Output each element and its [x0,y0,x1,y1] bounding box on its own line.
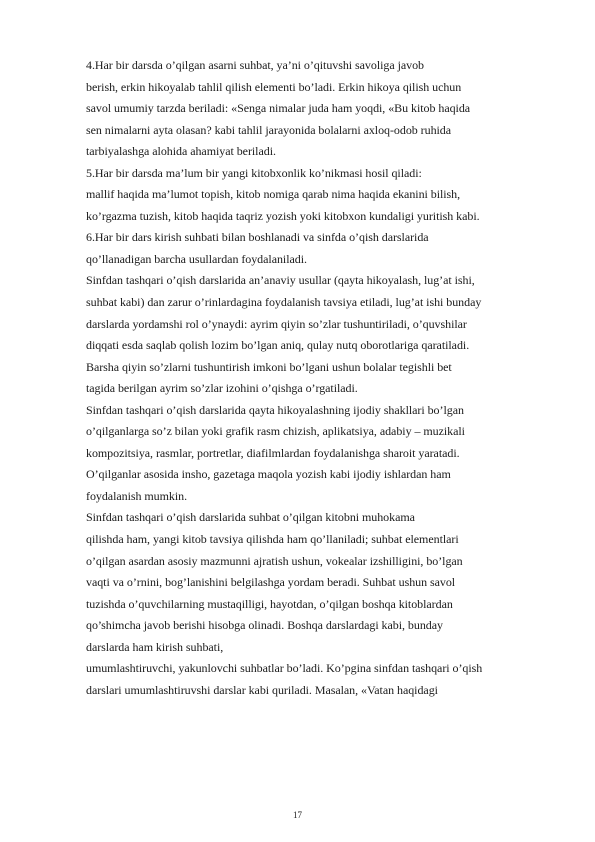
text-line: Sinfdan tashqari o’qish darslarida qayta hikoyalashning ijodiy shakllari bo’lgan [86,402,464,417]
text-line: darslarda ham kirish suhbati, [86,639,224,654]
text-line: tarbiyalashga alohida ahamiyat beriladi. [86,144,276,159]
text-line: kompozitsiya, rasmlar, portretlar, diafilmlardan foydalanishga sharoit yaratadi. [86,445,460,460]
text-line: ko’rgazma tuzish, kitob haqida taqriz yozish yoki kitobxon kundaligi yuritish kabi. [86,208,480,223]
text-line: tagida berilgan ayrim so’zlar izohini o’qishga o’rgatiladi. [86,381,358,396]
text-line: mallif haqida ma’lumot topish, kitob nomiga qarab nima haqida ekanini bilish, [86,187,461,202]
page-number: 17 [293,810,302,820]
text-line: o’qilganlarga so’z bilan yoki grafik rasm chizish, aplikatsiya, adabiy – muzikali [86,424,465,439]
text-line: savol umumiy tarzda beriladi: «Senga nimalar juda ham yoqdi, «Bu kitob haqida [86,101,471,116]
text-line: umumlashtiruvchi, yakunlovchi suhbatlar bo’ladi. Ko’pgina sinfdan tashqari o’qish [86,661,483,676]
text-line: qo’llanadigan barcha usullardan foydalaniladi. [86,251,307,266]
text-line: 5.Har bir darsda ma’lum bir yangi kitobxonlik ko’nikmasi hosil qiladi: [86,165,422,180]
text-line: darslari umumlashtiruvshi darslar kabi quriladi. Masalan, «Vatan haqidagi [86,682,438,697]
text-line: berish, erkin hikoyalab tahlil qilish elementi bo’ladi. Erkin hikoya qilish uchun [86,79,462,94]
text-line: diqqati esda saqlab qolish lozim bo’lgan aniq, qulay nutq oborotlariga qaratiladi. [86,338,470,353]
text-line: qo’shimcha javob berishi hisobga olinadi. Boshqa darslardagi kabi, bunday [86,618,443,633]
text-line: Barsha qiyin so’zlarni tushuntirish imkoni bo’lgani ushun bolalar tegishli bet [86,359,452,374]
text-line: Sinfdan tashqari o’qish darslarida suhbat o’qilgan kitobni muhokama [86,510,415,525]
text-line: o’qilgan asardan asosiy mazmunni ajratish ushun, vokealar izshilligini, bo’lgan [86,553,463,568]
text-line: 6.Har bir dars kirish suhbati bilan boshlanadi va sinfda o’qish darslarida [86,230,429,245]
text-line: 4.Har bir darsda o’qilgan asarni suhbat, ya’ni o’qituvshi savoliga javob [86,58,424,72]
text-line: sen nimalarni ayta olasan? kabi tahlil jarayonida bolalarni axloq-odob ruhida [86,122,452,137]
text-line: qilishda ham, yangi kitob tavsiya qilishda ham qo’llaniladi; suhbat elementlari [86,532,459,547]
text-line: darslarda yordamshi rol o’ynaydi: ayrim qiyin so’zlar tushuntiriladi, o’quvshilar [86,316,467,331]
body-text [86,55,556,701]
text-line: tuzishda o’quvchilarning mustaqilligi, hayotdan, o’qilgan boshqa kitoblardan [86,596,453,611]
text-line: Sinfdan tashqari o’qish darslarida an’anaviy usullar (qayta hikoyalash, lug’at ishi, [86,273,475,288]
text-line: O’qilganlar asosida insho, gazetaga maqola yozish kabi ijodiy ishlardan ham [86,467,451,482]
text-line: suhbat kabi) dan zarur o’rinlardagina foydalanish tavsiya etiladi, lug’at ishi bunday [86,295,482,310]
text-line: foydalanish mumkin. [86,488,188,503]
text-line: vaqti va o’rnini, bog’lanishini belgilashga yordam beradi. Suhbat ushun savol [86,575,456,590]
